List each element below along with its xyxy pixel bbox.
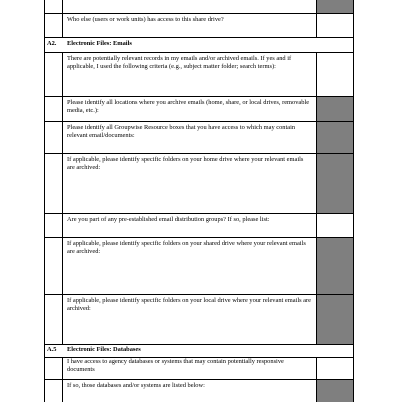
- number-cell: [45, 358, 63, 379]
- answer-cell[interactable]: [316, 358, 353, 379]
- table-row-local-drive-folders: [44, 295, 354, 345]
- answer-cell[interactable]: [316, 53, 353, 96]
- question-shared-drive-folders: If applicable, please identify specific folders on your shared drive where your relevant emails are archived:: [67, 240, 306, 255]
- shaded-cell: [316, 0, 353, 13]
- answer-cell[interactable]: [316, 214, 353, 237]
- table-row-shared-drive-folders: [44, 238, 354, 295]
- section-number-a5: A.5: [47, 346, 57, 353]
- question-databases-access: I have access to agency databases or systems that may contain potentially responsive documents: [67, 358, 284, 373]
- table-row-emails-criteria: [44, 53, 354, 97]
- answer-cell[interactable]: [316, 14, 353, 37]
- number-cell: [45, 214, 63, 237]
- question-groupwise-boxes: Please identify all Groupwise Resource boxes that you have access to which may contain relevant email/documents:: [67, 124, 296, 139]
- section-title-a2: Electronic Files: Emails: [67, 40, 132, 47]
- shaded-cell: [316, 97, 353, 121]
- section-header-a5: [44, 345, 354, 358]
- number-cell: [45, 295, 63, 344]
- number-cell: [45, 14, 63, 37]
- question-share-others: Who else (users or work units) has access to this share drive?: [67, 16, 224, 23]
- number-cell: [45, 0, 63, 13]
- table-row-email-locations: [44, 97, 354, 122]
- table-row-databases-list: [44, 380, 354, 402]
- number-cell: [45, 154, 63, 213]
- table-row-share-others: [44, 14, 354, 38]
- question-emails-criteria: There are potentially relevant records in my emails and/or archived emails. If yes and if applicable, I used the following criteria (e.g., subject matter folder; search terms):: [67, 55, 292, 70]
- section-title-a5: Electronic Files: Databases: [67, 346, 141, 353]
- number-cell: [45, 97, 63, 121]
- question-databases-list: If so, those databases and/or systems are listed below:: [67, 382, 205, 389]
- number-cell: [45, 122, 63, 153]
- table-row-groupwise-boxes: [44, 122, 354, 154]
- shaded-cell: [316, 380, 353, 402]
- number-cell: [45, 380, 63, 402]
- question-home-drive-folders: If applicable, please identify specific folders on your home drive where your relevant emails are archived:: [67, 156, 304, 171]
- shaded-cell: [316, 238, 353, 294]
- question-distribution-groups: Are you part of any pre-established email distribution groups? If so, please list:: [67, 216, 270, 223]
- number-cell: [45, 53, 63, 96]
- question-local-drive-folders: If applicable, please identify specific folders on your local drive where your relevant emails are archived:: [67, 297, 311, 312]
- section-header-a2: [44, 38, 354, 53]
- shaded-cell: [316, 122, 353, 153]
- table-row-distribution-groups: [44, 214, 354, 238]
- question-email-locations: Please identify all locations where you archive emails (home, share, or local drives, removable media, etc.):: [67, 99, 310, 114]
- shaded-cell: [316, 154, 353, 213]
- table-row-home-drive-folders: [44, 154, 354, 214]
- table-row-databases-access: [44, 358, 354, 380]
- section-number-a2: A2.: [47, 40, 57, 47]
- number-cell: [45, 238, 63, 294]
- table-row-top: [44, 0, 354, 14]
- shaded-cell: [316, 295, 353, 344]
